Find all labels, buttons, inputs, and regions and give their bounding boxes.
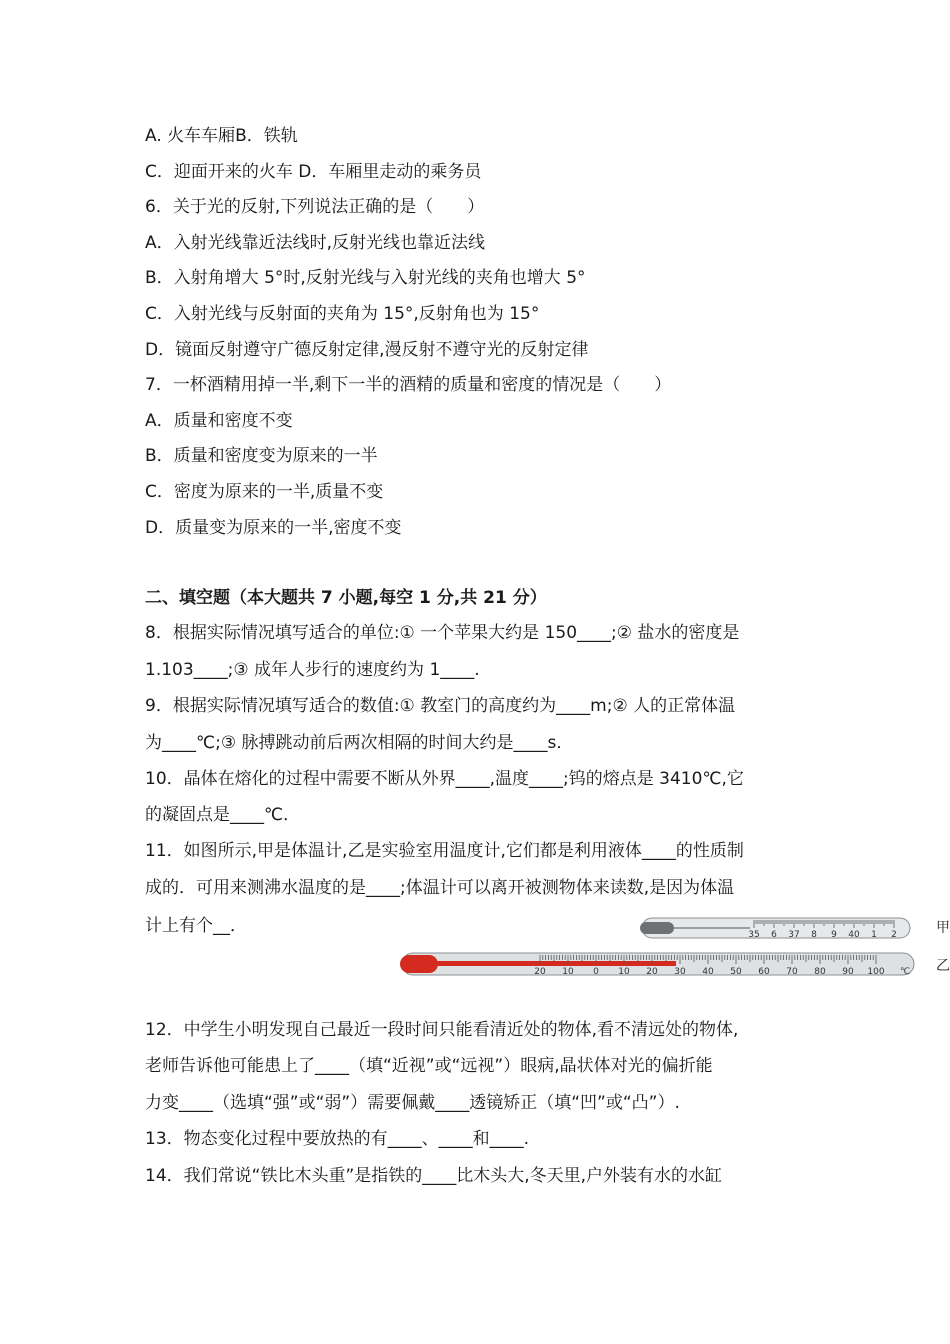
q12-line-3: 力变____（选填“强”或“弱”）需要佩戴____透镜矫正（填“凹”或“凸”）. [145,1093,680,1113]
scale-label: 60 [758,967,770,977]
q7-option-a: A．质量和密度不变 [145,411,293,431]
thermometer-b-name: 乙 [936,958,950,974]
section-heading: 二、填空题（本大题共 7 小题,每空 1 分,共 21 分） [145,588,547,608]
scale-label: 100 [867,967,885,977]
q14-line-1: 14．我们常说“铁比木头重”是指铁的____比木头大,冬天里,户外装有水的水缸 [145,1166,723,1186]
q13-line: 13．物态变化过程中要放热的有____、____和____. [145,1129,530,1149]
q11-line-1: 11．如图所示,甲是体温计,乙是实验室用温度计,它们都是利用液体____的性质制 [145,841,744,861]
q11-line-2: 成的．可用来测沸水温度的是____;体温计可以离开被测物体来读数,是因为体温 [145,878,735,898]
lab-thermometer [400,953,950,977]
scale-label: 10 [562,967,574,977]
lab-liquid-column [436,961,676,966]
q5-options-cd: C．迎面开来的火车 D．车厢里走动的乘务员 [145,162,482,182]
q12-line-2: 老师告诉他可能患上了____（填“近视”或“远视”）眼病,晶状体对光的偏折能 [145,1056,713,1076]
thermometer-figure [396,912,950,980]
scale-label: 6 [771,930,777,940]
scale-label: 20 [534,967,546,977]
q9-line-2: 为____℃;③ 脉搏跳动前后两次相隔的时间大约是____s． [145,733,574,753]
q6-option-b: B．入射角增大 5°时,反射光线与入射光线的夹角也增大 5° [145,268,586,288]
q12-line-1: 12．中学生小明发现自己最近一段时间只能看清近处的物体,看不清远处的物体, [145,1020,739,1040]
clinical-bulb [640,922,674,934]
q7-stem: 7．一杯酒精用掉一半,剩下一半的酒精的质量和密度的情况是（ ） [145,375,672,395]
scale-label: 40 [848,930,860,940]
q6-stem: 6．关于光的反射,下列说法正确的是（ ） [145,197,485,217]
q6-option-c: C．入射光线与反射面的夹角为 15°,反射角也为 15° [145,304,540,324]
scale-label: 0 [593,967,599,977]
scale-label: 50 [730,967,742,977]
q6-option-d: D．镜面反射遵守广德反射定律,漫反射不遵守光的反射定律 [145,340,589,360]
thermometer-a-name: 甲 [936,920,950,936]
q9-line-1: 9．根据实际情况填写适合的数值:① 教室门的高度约为____m;② 人的正常体温 [145,696,736,716]
q8-line-1: 8．根据实际情况填写适合的单位:① 一个苹果大约是 150____;② 盐水的密度是 [145,623,740,643]
q11-line-3: 计上有个__． [145,916,247,936]
scale-label: 80 [814,967,826,977]
scale-label: 30 [674,967,686,977]
scale-label: 9 [831,930,837,940]
lab-unit-label: ℃ [900,967,911,977]
scale-label: 20 [646,967,658,977]
q7-option-b: B．质量和密度变为原来的一半 [145,446,378,466]
scale-label: 37 [788,930,800,940]
scale-label: 40 [702,967,714,977]
q10-line-2: 的凝固点是____℃． [145,805,301,825]
clinical-thermometer [640,918,950,940]
scale-label: 1 [871,930,877,940]
lab-bulb [400,955,438,973]
q7-option-c: C．密度为原来的一半,质量不变 [145,482,384,502]
q6-option-a: A．入射光线靠近法线时,反射光线也靠近法线 [145,233,486,253]
scale-label: 2 [891,930,897,940]
scale-label: 70 [786,967,798,977]
scale-label: 10 [618,967,630,977]
scale-label: 90 [842,967,854,977]
q5-options-ab: A. 火车车厢B．铁轨 [145,126,298,146]
q10-line-1: 10．晶体在熔化的过程中需要不断从外界____,温度____;钨的熔点是 3410℃,它 [145,769,744,789]
scale-label: 35 [748,930,760,940]
q7-option-d: D．质量变为原来的一半,密度不变 [145,518,402,538]
q8-line-2: 1.103____;③ 成年人步行的速度约为 1____. [145,660,480,680]
scale-label: 8 [811,930,817,940]
